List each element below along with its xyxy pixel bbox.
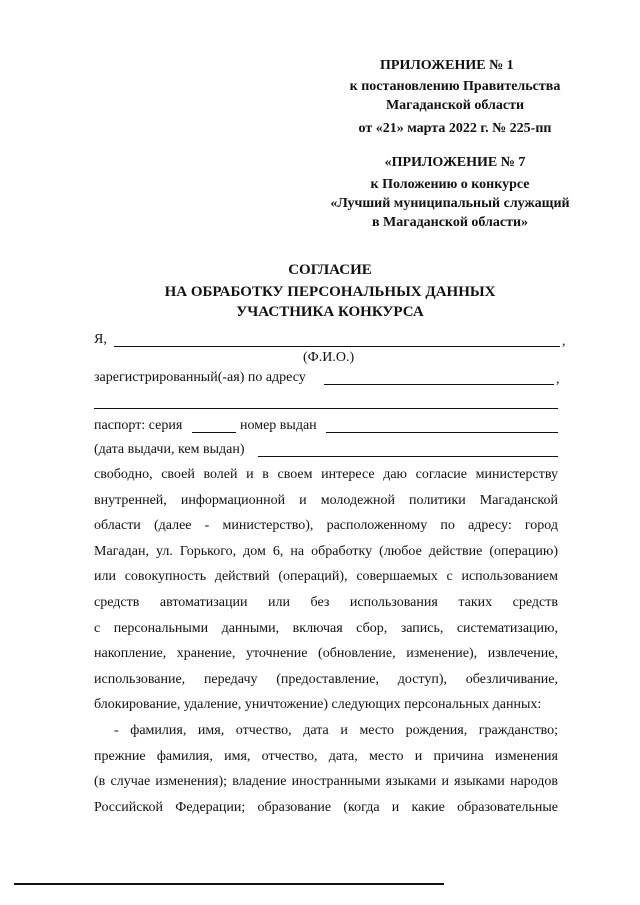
paragraph-line: Магадан, ул. Горького, дом 6, на обработку (любое действие (операцию) xyxy=(94,543,558,559)
fio-field[interactable] xyxy=(114,346,560,347)
address-comma: , xyxy=(556,372,560,387)
data-list-paragraph xyxy=(94,718,558,820)
document-title: СОГЛАСИЕ xyxy=(288,262,372,278)
i-label: Я, xyxy=(94,332,107,347)
paragraph-line: свободно, своей волей и в своем интересе даю согласие министерству xyxy=(94,467,558,482)
paragraph-line: (в случае изменения); владение иностранными языками и языками народов xyxy=(94,774,558,790)
appendix-title-2: «ПРИЛОЖЕНИЕ № 7 xyxy=(384,155,526,170)
paragraph-line: прежние фамилия, имя, отчество, дата, место и причина изменения xyxy=(94,748,558,764)
document-subtitle-1: НА ОБРАБОТКУ ПЕРСОНАЛЬНЫХ ДАННЫХ xyxy=(164,284,496,300)
paragraph-line: внутренней, информационной и молодежной политики Магаданской xyxy=(94,492,558,508)
footer-rule xyxy=(14,883,444,885)
issue-caption: (дата выдачи, кем выдан) xyxy=(94,442,245,457)
appendix-line-2: Магаданской области xyxy=(385,98,525,113)
address-label: зарегистрированный(-ая) по адресу xyxy=(94,370,306,385)
passport-number-label: номер выдан xyxy=(240,418,317,433)
appendix-line-5: «Лучший муниципальный служащий xyxy=(330,196,570,211)
paragraph-line: с персональными данными, включая сбор, запись, систематизацию, xyxy=(94,620,558,636)
passport-series-field[interactable] xyxy=(192,432,236,433)
paragraph-line: - фамилия, имя, отчество, дата и место рождения, гражданство; xyxy=(114,723,558,738)
document-subtitle-2: УЧАСТНИКА КОНКУРСА xyxy=(236,304,424,320)
paragraph-line: средств автоматизации или без использования таких средств xyxy=(94,594,558,610)
passport-series-label: паспорт: серия xyxy=(94,418,183,433)
fio-caption: (Ф.И.О.) xyxy=(303,350,355,365)
paragraph-line: использование, передачу (предоставление, доступ), обезличивание, xyxy=(94,671,558,687)
appendix-line-6: в Магаданской области» xyxy=(371,215,529,230)
appendix-title: ПРИЛОЖЕНИЕ № 1 xyxy=(380,58,514,73)
paragraph-line: накопление, хранение, уточнение (обновление, изменение), извлечение, xyxy=(94,646,558,662)
address-field-line-2[interactable] xyxy=(94,408,558,409)
address-field[interactable] xyxy=(324,384,554,385)
fio-comma: , xyxy=(562,334,566,349)
appendix-line-4: к Положению о конкурсе xyxy=(370,177,530,192)
paragraph-line: или совокупность действий (операций), совершаемых с использованием xyxy=(94,569,558,585)
issue-field[interactable] xyxy=(258,456,558,457)
appendix-line-3: от «21» марта 2022 г. № 225-пп xyxy=(358,121,552,136)
paragraph-line: Российской Федерации; образование (когда и какие образовательные xyxy=(94,799,558,815)
paragraph-line: блокирование, удаление, уничтожение) следующих персональных данных: xyxy=(94,697,542,713)
appendix-line-1: к постановлению Правительства xyxy=(349,79,561,94)
consent-paragraph xyxy=(94,462,558,718)
passport-number-field[interactable] xyxy=(326,432,558,433)
paragraph-line: области (далее - министерство), расположенному по адресу: город xyxy=(94,518,558,534)
